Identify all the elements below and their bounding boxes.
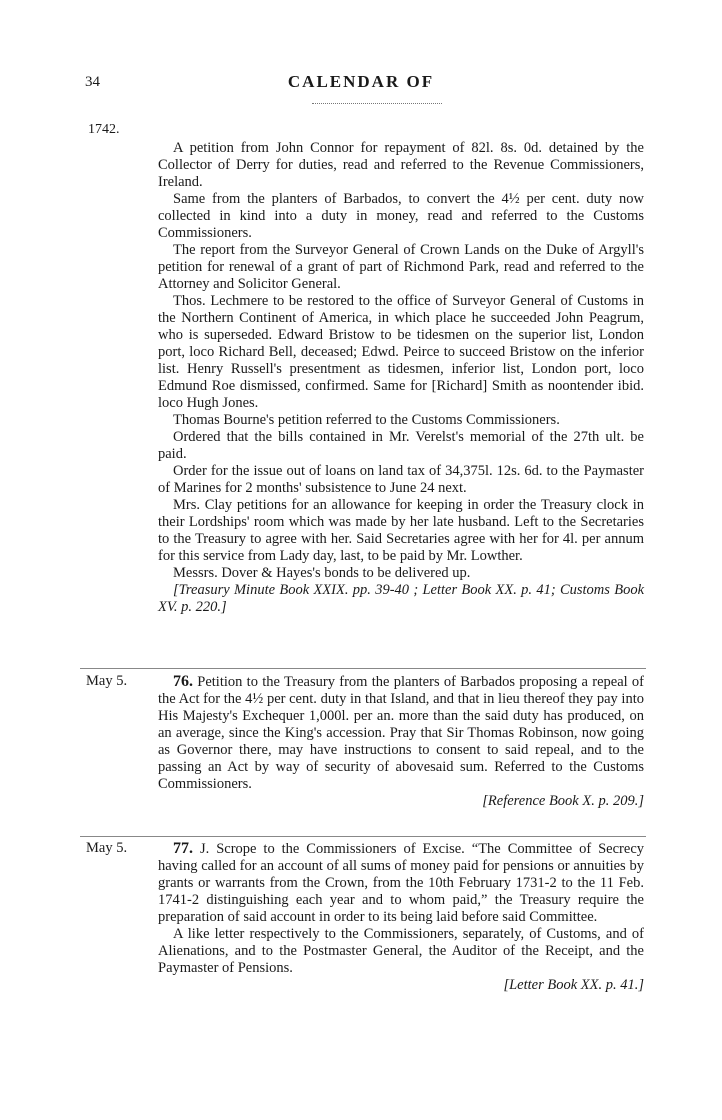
year-margin: 1742.	[88, 122, 120, 137]
reference-citation: [Treasury Minute Book XXIX. pp. 39-40 ; Letter Book XX. p. 41; Customs Book XV. p. 220.]	[158, 582, 644, 615]
running-title: CALENDAR OF	[287, 72, 435, 91]
paragraph: Thos. Lechmere to be restored to the office of Surveyor General of Customs in the Northern Continent of America, in which place he succeeded John Peagrum, who is superseded. Edward Bristow to be tidesmen on the superior list, London port, loco Richard Bell, deceased; Edwd. Peirce to succeed Bristow on the inferior list. Henry Russell's presentment as tidesmen, inferior list, London port, loco Edmund Roe dismissed, confirmed. Same for [Richard] Smith as noontender ibid. loco Hugh Jones.	[158, 293, 644, 411]
entry-text: Petition to the Treasury from the planters of Barbados proposing a repeal of the Act for the 4½ per cent. duty in that Island, and that in lieu thereof they pay into His Majesty's Exchequer 1,000l. per an. more than the said duty has produced, on an average, since the King's accession. Pray that Sir Thomas Robinson, now going as Governor there, may have instructions to consent to said repeal, and to the passing an Act by way of security of abovesaid sum. Referred to the Customs Commissioners.	[158, 674, 645, 792]
entry-date: May 5.	[86, 673, 128, 689]
entry-number: 76.	[173, 673, 193, 690]
entry-76	[158, 673, 644, 810]
paragraph: A like letter respectively to the Commissioners, separately, of Customs, and of Alienations, and to the Postmaster General, the Auditor of the Receipt, and the Paymaster of Pensions.	[158, 926, 644, 976]
entry-date: May 5.	[86, 840, 128, 856]
page-number: 34	[85, 74, 100, 90]
paragraph: Messrs. Dover & Hayes's bonds to be delivered up.	[173, 565, 471, 581]
paragraph: Order for the issue out of loans on land tax of 34,375l. 12s. 6d. to the Paymaster of Marines for 2 months' subsistence to June 24 next.	[158, 463, 644, 496]
section1-body	[158, 140, 644, 616]
entry-number: 77.	[173, 840, 193, 857]
paragraph: Mrs. Clay petitions for an allowance for keeping in order the Treasury clock in their Lordships' room which was made by her late husband. Left to the Secretaries to the Treasury to agree with her. Said Secretaries agree with her for 4l. per annum for this service from Lady day, last, to be paid by Mr. Lowther.	[158, 497, 644, 564]
entry-text: J. Scrope to the Commissioners of Excise. “The Committee of Secrecy having called for an account of all sums of money paid for pensions or annuities by grants or warrants from the Crown, from the 10th February 1731-2 to the 11 Feb. 1741-2 distinguishing each year and to whom paid,” the Treasury require the preparation of said account in order to its being laid before said Committee.	[158, 841, 645, 925]
paragraph: Ordered that the bills contained in Mr. Verelst's memorial of the 27th ult. be paid.	[158, 429, 644, 462]
reference-citation: [Letter Book XX. p. 41.]	[503, 977, 644, 993]
header-rule	[312, 103, 442, 104]
paragraph: Same from the planters of Barbados, to convert the 4½ per cent. duty now collected in kind into a duty in money, read and referred to the Customs Commissioners.	[158, 191, 644, 241]
separator-line	[80, 836, 646, 837]
paragraph: The report from the Surveyor General of Crown Lands on the Duke of Argyll's petition for renewal of a grant of part of Richmond Park, read and referred to the Attorney and Solicitor General.	[158, 242, 644, 292]
paragraph: A petition from John Connor for repayment of 82l. 8s. 0d. detained by the Collector of Derry for duties, read and referred to the Revenue Commissioners, Ireland.	[158, 140, 644, 190]
entry-77	[158, 840, 644, 994]
reference-citation: [Reference Book X. p. 209.]	[482, 793, 644, 809]
separator-line	[80, 668, 646, 669]
paragraph: Thomas Bourne's petition referred to the Customs Commissioners.	[173, 412, 560, 428]
